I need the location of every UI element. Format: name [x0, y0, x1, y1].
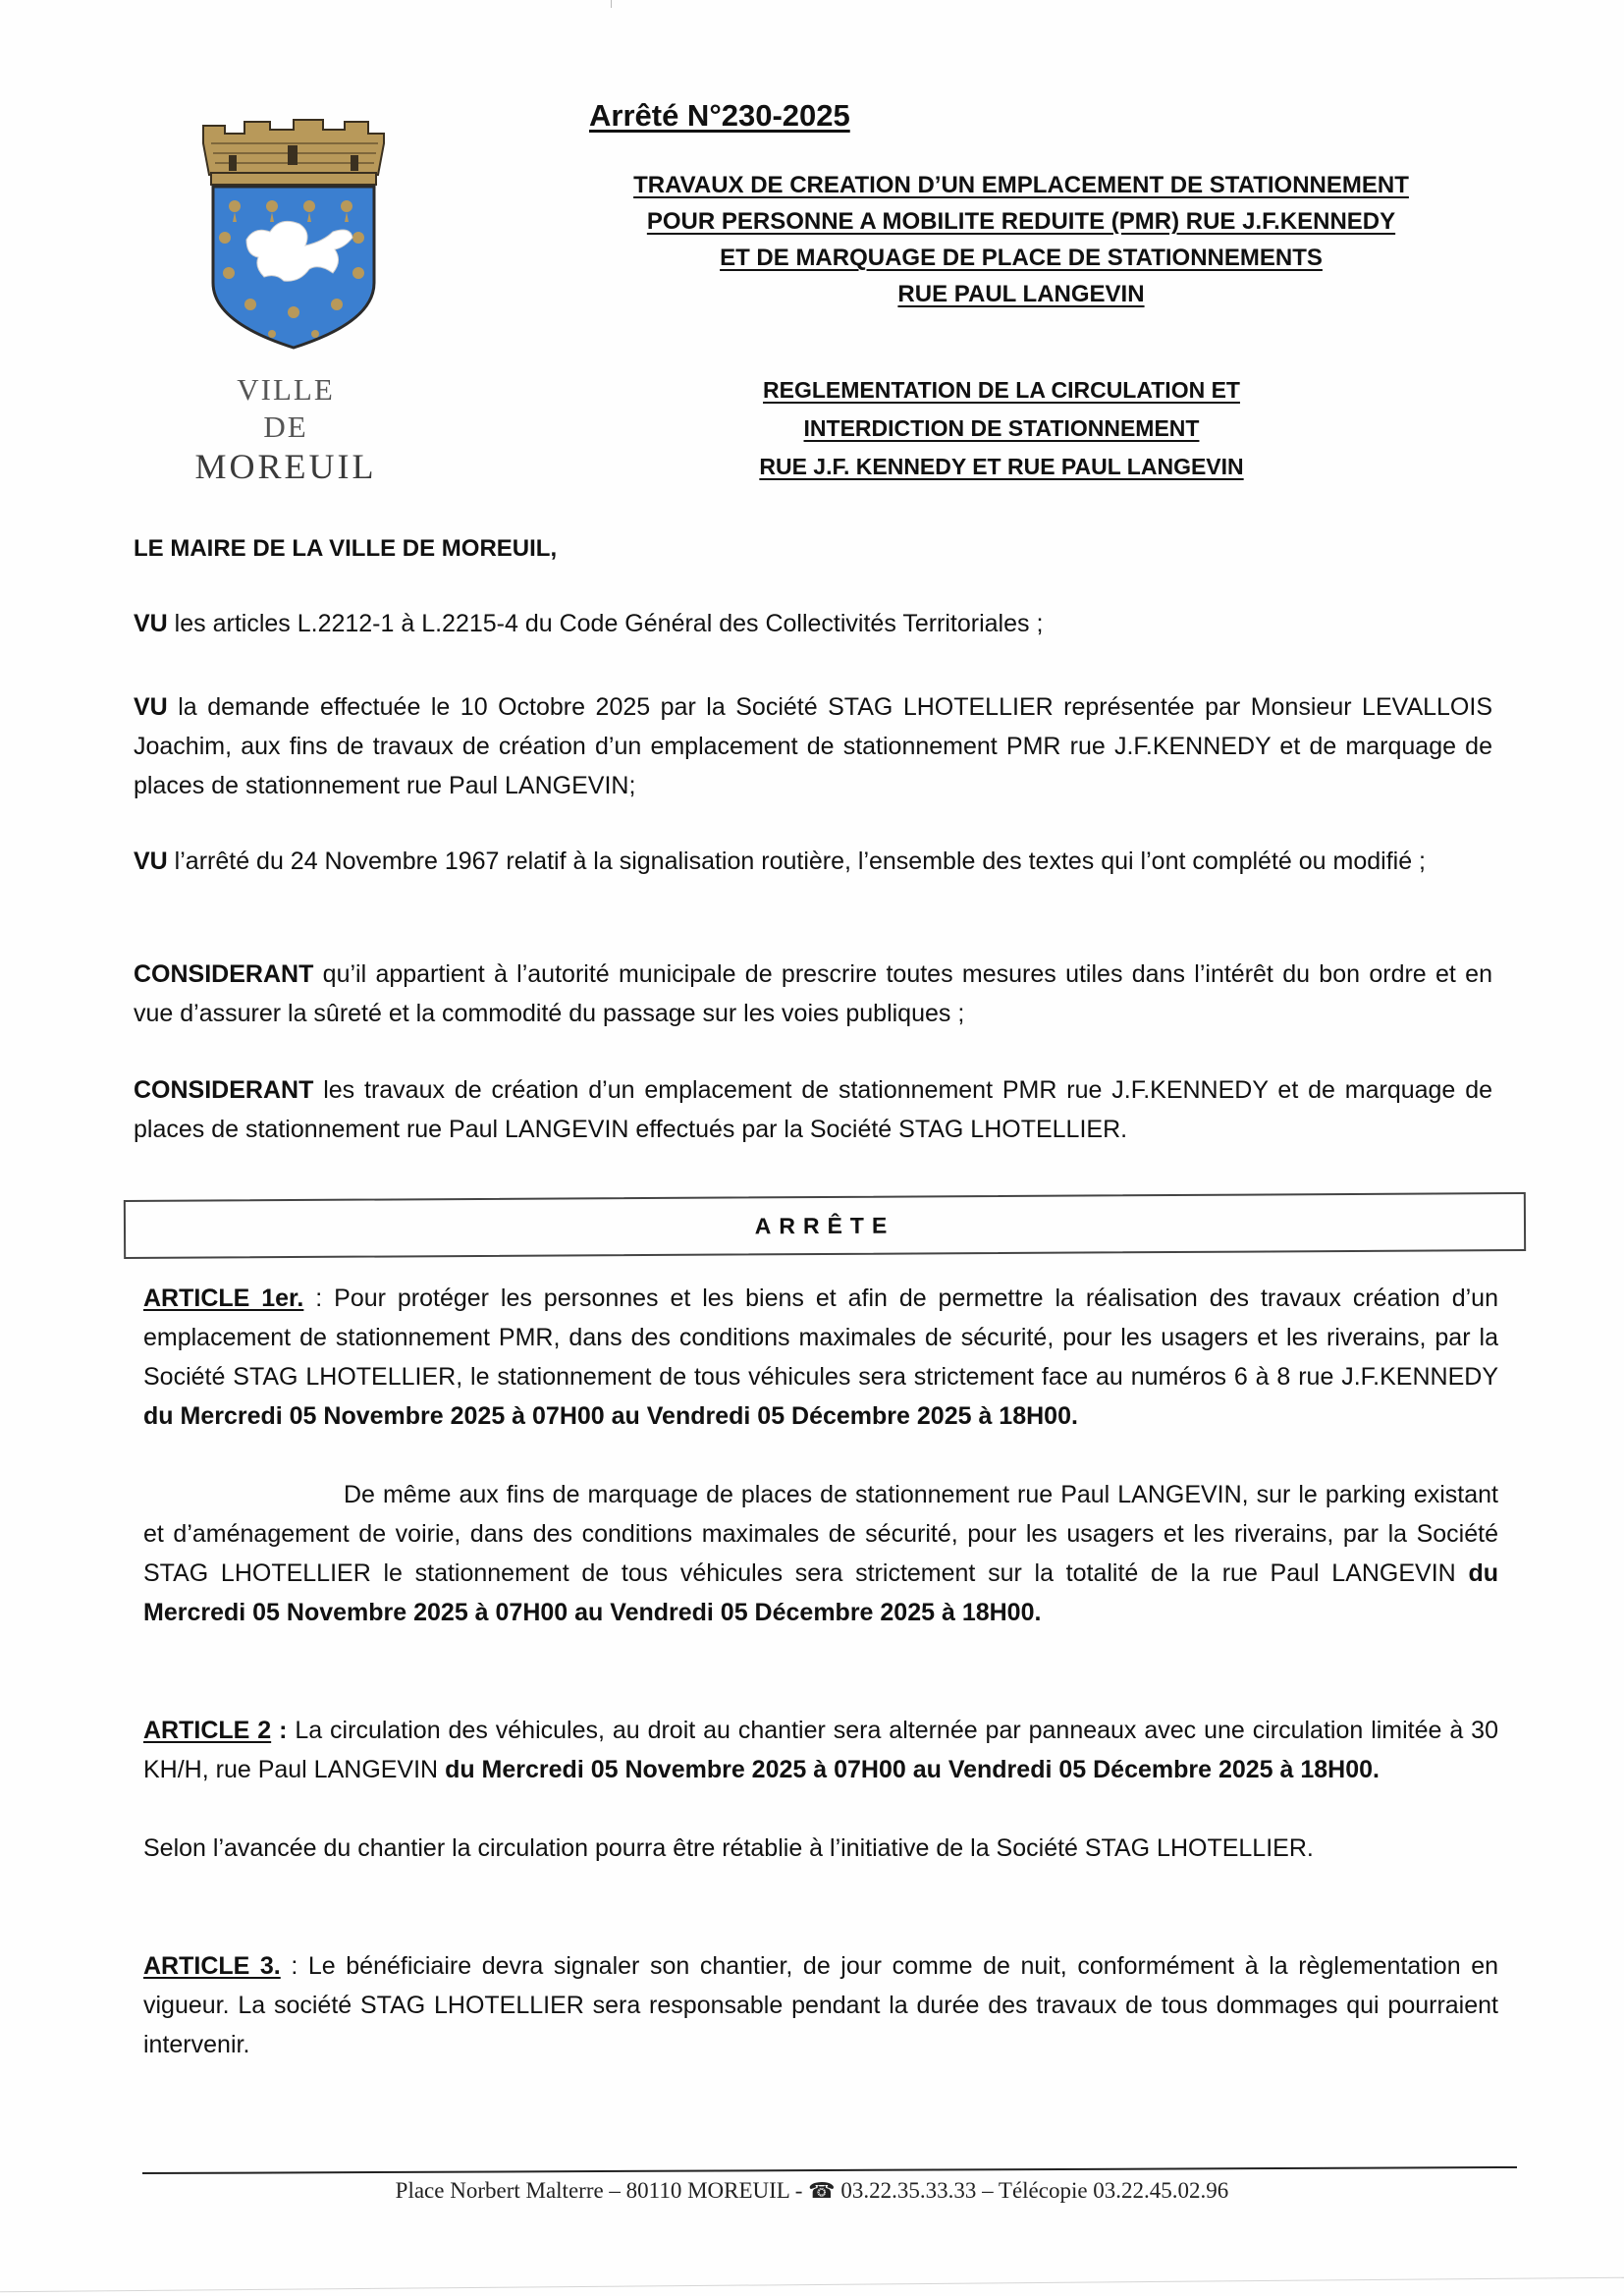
considerant-text: qu’il appartient à l’autorité municipale de prescrire toutes mesures utiles dans l’intérêt du bon ordre et en vue d’assurer la sûreté et la commodité du passage sur les voies publiques ;	[134, 960, 1492, 1027]
subtitle-line: REGLEMENTATION DE LA CIRCULATION ET	[763, 377, 1240, 403]
scan-artifact	[611, 0, 612, 8]
arrete-subject-title	[530, 167, 1512, 312]
article-separator: :	[271, 1717, 296, 1744]
coat-of-arms-icon	[186, 116, 402, 352]
article-3-text: Le bénéficiaire devra signaler son chantier, de jour comme de nuit, conformément à la règlementation en vigueur. La société STAG LHOTELLIER sera responsable pendant la durée des travaux de tous dommages qui pourraient intervenir.	[143, 1952, 1498, 2058]
article-1-paragraph-2	[143, 1475, 1498, 1632]
title-line: TRAVAUX DE CREATION D’UN EMPLACEMENT DE STATIONNEMENT	[633, 172, 1409, 198]
arrete-regulation-subtitle	[687, 371, 1316, 486]
article-separator: :	[280, 1952, 308, 1980]
considerant-paragraph-2	[134, 1070, 1492, 1149]
vu-text: les articles L.2212-1 à L.2215-4 du Code Général des Collectivités Territoriales ;	[167, 610, 1044, 637]
arrete-heading-box	[124, 1192, 1526, 1259]
vu-paragraph-3	[134, 842, 1492, 881]
vu-lead: VU	[134, 847, 168, 875]
footer-phone-fax: 03.22.35.33.33 – Télécopie 03.22.45.02.96	[835, 2178, 1229, 2203]
footer-address: Place Norbert Malterre – 80110 MOREUIL -	[395, 2178, 809, 2203]
ville-de-moreuil-label	[154, 371, 417, 485]
title-line: POUR PERSONNE A MOBILITE REDUITE (PMR) RUE J.F.KENNEDY	[646, 208, 1396, 235]
vu-text: la demande effectuée le 10 Octobre 2025 par la Société STAG LHOTELLIER représentée par Monsieur LEVALLOIS Joachim, aux fins de travaux de création d’un emplacement de stationnement PMR rue J.F.KENNEDY et de marquage de places de stationnement rue Paul LANGEVIN;	[134, 693, 1492, 799]
footer-divider	[142, 2166, 1517, 2174]
subtitle-line: RUE J.F. KENNEDY ET RUE PAUL LANGEVIN	[759, 454, 1244, 479]
considerant-text: les travaux de création d’un emplacement de stationnement PMR rue J.F.KENNEDY et de marquage de places de stationnement rue Paul LANGEVIN effectués par la Société STAG LHOTELLIER.	[134, 1076, 1492, 1143]
vu-paragraph-1	[134, 604, 1492, 643]
arrete-number-title: Arrêté N°230-2025	[589, 98, 850, 133]
article-1-dates: du Mercredi 05 Novembre 2025 à 07H00 au Vendredi 05 Décembre 2025 à 18H00.	[143, 1559, 1498, 1626]
article-2-paragraph-1	[143, 1711, 1498, 1789]
article-1-paragraph-1	[143, 1279, 1498, 1436]
article-2-text: Selon l’avancée du chantier la circulation pourra être rétablie à l’initiative de la Société STAG LHOTELLIER.	[143, 1834, 1314, 1862]
article-2-paragraph-2	[143, 1829, 1498, 1868]
scan-artifact	[0, 2277, 1624, 2292]
article-1-label: ARTICLE 1er.	[143, 1285, 304, 1312]
footer-contact	[0, 2178, 1624, 2204]
considerant-lead: CONSIDERANT	[134, 960, 314, 988]
title-line: ET DE MARQUAGE DE PLACE DE STATIONNEMENTS	[720, 245, 1323, 271]
mayor-heading: LE MAIRE DE LA VILLE DE MOREUIL,	[134, 535, 558, 562]
moreuil-line: MOREUIL	[194, 447, 377, 486]
article-1-text: Pour protéger les personnes et les biens et afin de permettre la réalisation des travaux création d’un emplacement de stationnement PMR, dans des conditions maximales de sécurité, pour les usagers et les riverains, par la Société STAG LHOTELLIER, le stationnement de tous véhicules sera strictement face au numéros 6 à 8 rue J.F.KENNEDY	[143, 1285, 1498, 1391]
vu-text: l’arrêté du 24 Novembre 1967 relatif à la signalisation routière, l’ensemble des textes qui l’ont complété ou modifié ;	[167, 847, 1426, 875]
title-line: RUE PAUL LANGEVIN	[897, 281, 1145, 307]
arrete-heading: ARRÊTE	[754, 1212, 895, 1238]
article-2-text: La circulation des véhicules, au droit au chantier sera alternée par panneaux avec une circulation limitée à 30 KH/H, rue Paul LANGEVIN	[143, 1717, 1498, 1783]
subtitle-line: INTERDICTION DE STATIONNEMENT	[803, 415, 1200, 441]
article-3-label: ARTICLE 3.	[143, 1952, 281, 1980]
article-2-dates: du Mercredi 05 Novembre 2025 à 07H00 au Vendredi 05 Décembre 2025 à 18H00.	[445, 1756, 1380, 1783]
considerant-paragraph-1	[134, 955, 1492, 1033]
article-3-paragraph	[143, 1946, 1498, 2064]
vu-lead: VU	[134, 610, 168, 637]
vu-paragraph-2	[134, 687, 1492, 805]
municipal-letterhead	[172, 116, 417, 485]
article-1-dates: du Mercredi 05 Novembre 2025 à 07H00 au Vendredi 05 Décembre 2025 à 18H00.	[143, 1402, 1078, 1430]
article-separator: :	[303, 1285, 335, 1312]
vu-lead: VU	[134, 693, 168, 721]
article-2-label: ARTICLE 2	[143, 1717, 272, 1744]
de-line: DE	[263, 410, 308, 444]
ville-line: VILLE	[237, 372, 335, 407]
considerant-lead: CONSIDERANT	[134, 1076, 314, 1104]
article-1-text: De même aux fins de marquage de places de stationnement rue Paul LANGEVIN, sur le parking existant et d’aménagement de voirie, dans des conditions maximales de sécurité, pour les usagers et les riverains, par la Société STAG LHOTELLIER le stationnement de tous véhicules sera strictement sur la totalité de la rue Paul LANGEVIN	[143, 1481, 1498, 1587]
phone-icon: ☎	[808, 2178, 836, 2203]
